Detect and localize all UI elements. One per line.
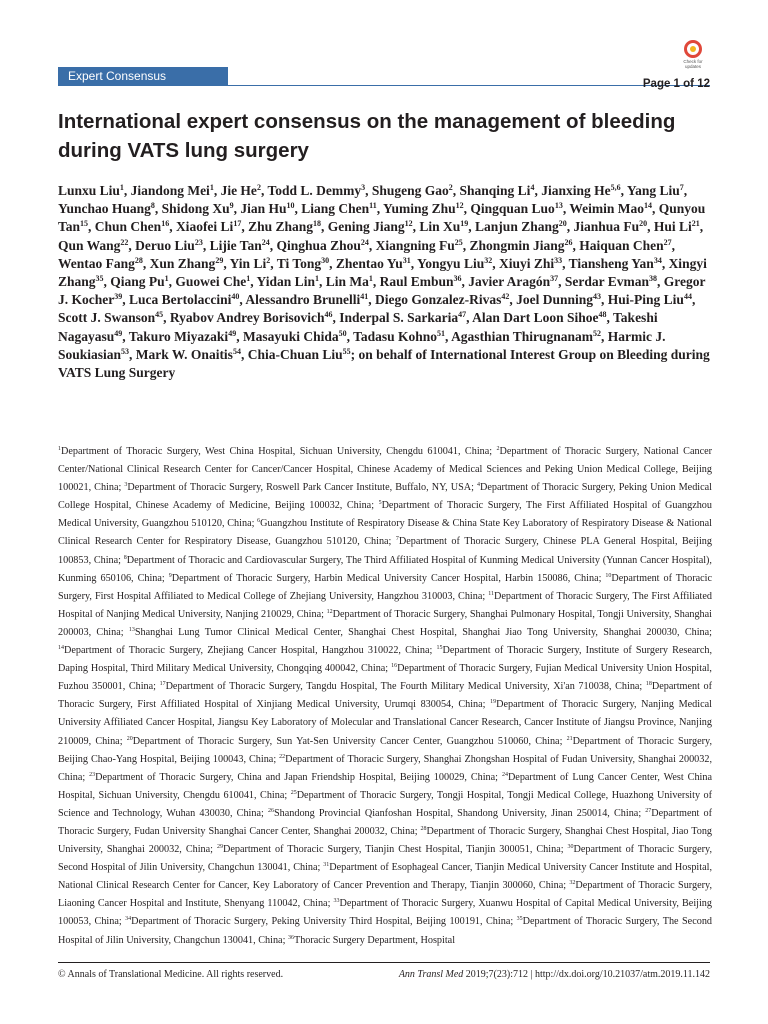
author-name: Joel Dunning$^{43}$ (516, 292, 602, 308)
author-affiliation-mark: 21 (691, 219, 700, 229)
author-affiliation-mark: 13 (554, 201, 563, 211)
author-name: Javier Aragón$^{37}$ (468, 274, 559, 290)
author-name: Ti Tong$^{30}$ (276, 255, 330, 271)
affiliation-item: $^{22}$Department of Thoracic Surgery, Shanghai Zhongshan Hospital of Fudan University, Shanghai 200032, China; (58, 753, 712, 783)
author-affiliation-mark: 49 (228, 328, 237, 338)
author-affiliation-mark: 1 (314, 274, 319, 284)
author-name: Chun Chen$^{16}$ (94, 219, 170, 235)
author-affiliation-mark: 2 (448, 183, 453, 192)
author-affiliation-mark: 23 (194, 237, 203, 247)
author-name: Todd L. Demmy$^3$ (267, 183, 366, 198)
affiliation-item: $^2$Department of Thoracic Surgery, National Cancer Center/National Clinical Research Center for Cancer/Cancer Hospital, Chinese Academy of Medical Sciences and Peking Union Medical College, Beijing 100021, China; (58, 446, 713, 494)
author-group-note: ; on behalf of International Interest Group on Bleeding during VATS Lung Surgery (58, 346, 710, 381)
author-name: Jian Hu$^{10}$ (240, 201, 295, 217)
affiliation-item: $^{23}$Department of Thoracic Surgery, China and Japan Friendship Hospital, Beijing 100029, China; (89, 771, 502, 783)
author-name: Yang Liu$^7$ (626, 183, 684, 198)
affiliation-item: $^{12}$Department of Thoracic Surgery, Shanghai Pulmonary Hospital, Tongji University, Shanghai 200003, China; (58, 608, 713, 638)
author-affiliation-mark: 22 (120, 237, 129, 247)
author-name: Lunxu Liu$^1$ (58, 183, 124, 198)
affiliation-item: $^{32}$Department of Thoracic Surgery, Liaoning Cancer Hospital and Institute, Shenyang 110042, China; (58, 880, 712, 910)
author-name: Harmic J. Soukiasian$^{53}$ (58, 328, 666, 362)
author-name: Chia-Chuan Liu$^{55}$ (247, 346, 351, 362)
author-affiliation-mark: 19 (460, 219, 469, 229)
author-name: Shugeng Gao$^2$ (371, 183, 453, 198)
author-affiliation-mark: 35 (95, 274, 104, 284)
author-affiliation-mark: 25 (454, 237, 463, 247)
affiliation-item: $^{14}$Department of Thoracic Surgery, Zhejiang Cancer Hospital, Hangzhou 310022, China; (58, 645, 437, 657)
affiliation-item: $^{24}$Department of Lung Cancer Center, West China Hospital, Sichuan University, Chengdu 610041, China; (58, 771, 712, 801)
author-affiliation-mark: 12 (404, 219, 413, 229)
affiliation-item: $^{28}$Department of Thoracic Surgery, Shanghai Chest Hospital, Jiao Tong University, Shanghai 200032, China; (58, 825, 713, 856)
author-name: Qiang Pu$^1$ (110, 274, 169, 290)
affiliation-item: $^{25}$Department of Thoracic Surgery, Tongji Hospital, Tongji Medical College, Huazhong University of Science and Technology, Wuhan 430030, China; (58, 789, 713, 819)
footer-copyright: © Annals of Translational Medicine. All rights reserved. (58, 969, 284, 980)
author-name: Scott J. Swanson$^{45}$ (58, 310, 164, 326)
author-name: Luca Bertolaccini$^{40}$ (129, 292, 240, 308)
author-affiliation-mark: 5,6 (610, 183, 621, 192)
author-name: Tiansheng Yan$^{34}$ (568, 255, 662, 271)
author-affiliation-mark: 24 (261, 237, 270, 247)
affiliation-item: $^{11}$Department of Thoracic Surgery, The First Affiliated Hospital of Nanjing Medical University, Nanjing 210029, China; (58, 590, 713, 620)
author-name: Qun Wang$^{22}$ (58, 237, 129, 253)
author-name: Lin Ma$^1$ (325, 274, 373, 290)
footer-rule (58, 962, 710, 963)
author-affiliation-mark: 37 (550, 274, 559, 284)
author-list: Lunxu Liu$^1$, Jiandong Mei$^1$, Jie He$^2$, Todd L. Demmy$^3$, Shugeng Gao$^2$, Shanqing Li$^4$, Jianxing He$^{5,6}$, Yang Liu$^7$, Yunchao Huang$^8$, Shidong Xu$^9$, Jian Hu$^{10}$, Liang Chen$^{11}$, Yuming Zhu$^{12}$, Qingquan Luo$^{13}$, Weimin Mao$^{14}$, Qunyou Tan$^{15}$, Chun Chen$^{16}$, Xiaofei Li$^{17}$, Zhu Zhang$^{18}$, Gening Jiang$^{12}$, Lin Xu$^{19}$, Lanjun Zhang$^{20}$, Jianhua Fu$^{20}$, Hui Li$^{21}$, Qun Wang$^{22}$, Deruo Liu$^{23}$, Lijie Tan$^{24}$, Qinghua Zhou$^{24}$, Xiangning Fu$^{25}$, Zhongmin Jiang$^{26}$, Haiquan Chen$^{27}$, Wentao Fang$^{28}$, Xun Zhang$^{29}$, Yin Li$^2$, Ti Tong$^{30}$, Zhentao Yu$^{31}$, Yongyu Liu$^{32}$, Xiuyi Zhi$^{33}$, Tiansheng Yan$^{34}$, Xingyi Zhang$^{35}$, Qiang Pu$^1$, Guowei Che$^1$, Yidan Lin$^1$, Lin Ma$^1$, Raul Embun$^{36}$, Javier Aragón$^{37}$, Serdar Evman$^{38}$, Gregor J. Kocher$^{39}$, Luca Bertolaccini$^{40}$, Alessandro Brunelli$^{41}$, Diego Gonzalez-Rivas$^{42}$, Joel Dunning$^{43}$, Hui-Ping Liu$^{44}$, Scott J. Swanson$^{45}$, Ryabov Andrey Borisovich$^{46}$, Inderpal S. Sarkaria$^{47}$, Alan Dart Loon Sihoe$^{48}$, Takeshi Nagayasu$^{49}$, Takuro Miyazaki$^{49}$, Masayuki Chida$^{50}$, Tadasu Kohno$^{51}$, Agasthian Thirugnanam$^{52}$, Harmic J. Soukiasian$^{53}$, Mark W. Onaitis$^{54}$, Chia-Chuan Liu$^{55}$; on behalf of International Interest Group on Bleeding during VATS Lung Surgery (58, 183, 710, 381)
affiliation-item: $^{16}$Department of Thoracic Surgery, Fujian Medical University Union Hospital, Fuzhou 350001, China; (58, 663, 712, 693)
author-name: Liang Chen$^{11}$ (301, 201, 377, 217)
author-name: Yongyu Liu$^{32}$ (417, 255, 493, 271)
affiliation-item: $^{15}$Department of Thoracic Surgery, Institute of Surgery Research, Daping Hospital, Third Military Medical University, Chongqing 400042, China; (58, 645, 712, 675)
author-affiliation-mark: 4 (530, 183, 535, 192)
author-affiliation-mark: 1 (119, 183, 124, 192)
affiliation-item: $^9$Department of Thoracic Surgery, Harbin Medical University Cancer Hospital, Harbin 150086, China; (168, 572, 606, 584)
author-affiliation-mark: 50 (338, 328, 347, 338)
affiliation-item: $^{21}$Department of Thoracic Surgery, Beijing Chao-Yang Hospital, Beijing 100043, China; (58, 735, 712, 765)
author-name: Yidan Lin$^1$ (256, 274, 319, 290)
author-affiliation-mark: 30 (321, 255, 330, 265)
affiliation-item: $^{33}$Department of Thoracic Surgery, Xuanwu Hospital of Capital Medical University, Beijing 100053, China; (58, 898, 712, 928)
author-affiliation-mark: 12 (455, 201, 464, 211)
author-affiliation-mark: 31 (402, 255, 411, 265)
author-affiliation-mark: 33 (554, 255, 563, 265)
author-name: Qingquan Luo$^{13}$ (470, 201, 563, 217)
author-affiliation-mark: 1 (164, 274, 169, 284)
author-affiliation-mark: 51 (437, 328, 446, 338)
author-name: Xingyi Zhang$^{35}$ (58, 255, 707, 290)
author-name: Yuming Zhu$^{12}$ (382, 201, 464, 217)
author-name: Zhu Zhang$^{18}$ (248, 219, 321, 235)
author-name: Xun Zhang$^{29}$ (149, 255, 224, 271)
author-affiliation-mark: 55 (342, 346, 351, 356)
crossmark-icon (684, 40, 702, 58)
affiliation-item: $^4$Department of Thoracic Surgery, Peking Union Medical College Hospital, Chinese Academy of Medicine, Beijing 100032, China; (58, 482, 712, 512)
author-name: Shanqing Li$^4$ (459, 183, 535, 198)
affiliation-item: $^5$Department of Thoracic Surgery, The First Affiliated Hospital of Guangzhou Medical University, Guangzhou 510120, China; (58, 500, 712, 530)
author-name: Guowei Che$^1$ (175, 274, 251, 290)
author-affiliation-mark: 20 (558, 219, 567, 229)
affiliation-item: $^{31}$Department of Esophageal Cancer, Tianjin Medical University Cancer Institute and Hospital, National Clinical Research Center for Cancer, Key Laboratory of Cancer Prevention and Therapy, Tianjin 300060, China; (58, 862, 712, 892)
author-affiliation-mark: 49 (114, 328, 123, 338)
author-affiliation-mark: 10 (286, 201, 295, 211)
author-name: Agasthian Thirugnanam$^{52}$ (451, 328, 601, 344)
journal-name: Ann Transl Med (398, 969, 464, 980)
author-name: Hui Li$^{21}$ (653, 219, 700, 235)
author-affiliation-mark: 1 (368, 274, 373, 284)
author-name: Qinghua Zhou$^{24}$ (276, 237, 369, 253)
author-affiliation-mark: 17 (233, 219, 242, 229)
author-name: Hui-Ping Liu$^{44}$ (607, 292, 692, 308)
author-affiliation-mark: 28 (134, 255, 143, 265)
affiliation-item: $^7$Department of Thoracic Surgery, Chinese PLA General Hospital, Beijing 100853, China; (58, 536, 712, 566)
author-affiliation-mark: 26 (564, 237, 573, 247)
author-affiliation-mark: 1 (246, 274, 251, 284)
author-name: Raul Embun$^{36}$ (379, 274, 462, 290)
author-name: Yin Li$^2$ (229, 255, 271, 271)
author-name: Qunyou Tan$^{15}$ (58, 201, 706, 235)
author-affiliation-mark: 27 (663, 237, 672, 247)
author-affiliation-mark: 15 (80, 219, 89, 229)
affiliation-item: $^8$Department of Thoracic and Cardiovascular Surgery, The Third Affiliated Hospital of Kunming Medical University (Yunnan Cancer Hospital), Kunming 650106, China; (58, 554, 712, 584)
author-affiliation-mark: 52 (592, 328, 601, 338)
author-name: Wentao Fang$^{28}$ (58, 255, 143, 271)
author-name: Lijie Tan$^{24}$ (209, 237, 270, 253)
footer-citation (399, 969, 710, 980)
affiliation-list (58, 443, 712, 950)
affiliation-item: $^{26}$Shandong Provincial Qianfoshan Hospital, Shandong University, Jinan 250014, China; (267, 807, 646, 819)
author-name: Takeshi Nagayasu$^{49}$ (58, 310, 658, 344)
author-name: Ryabov Andrey Borisovich$^{46}$ (169, 310, 333, 326)
author-name: Jianhua Fu$^{20}$ (573, 219, 648, 235)
author-affiliation-mark: 45 (155, 310, 164, 320)
author-name: Masayuki Chida$^{50}$ (242, 328, 347, 344)
author-affiliation-mark: 40 (231, 292, 240, 302)
affiliation-item: $^{34}$Department of Thoracic Surgery, Peking University Third Hospital, Beijing 100191, China; (125, 916, 517, 928)
article-title: International expert consensus on the management of bleeding during VATS lung surgery (58, 110, 676, 162)
crossmark-logo[interactable] (679, 40, 707, 70)
author-affiliation-mark: 53 (121, 346, 130, 356)
author-name: Mark W. Onaitis$^{54}$ (135, 346, 241, 362)
author-affiliation-mark: 39 (114, 292, 123, 302)
author-name: Weimin Mao$^{14}$ (569, 201, 652, 217)
author-name: Xiaofei Li$^{17}$ (175, 219, 242, 235)
affiliation-item: $^{10}$Department of Thoracic Surgery, First Hospital Affiliated to Medical College of Zhejiang University, Hangzhou 310003, China; (58, 572, 713, 602)
author-affiliation-mark: 44 (683, 292, 692, 302)
section-badge: Expert Consensus (58, 67, 228, 85)
author-name: Xiuyi Zhi$^{33}$ (498, 255, 563, 271)
author-name: Jianxing He$^{5,6}$ (541, 183, 621, 198)
author-affiliation-mark: 36 (453, 274, 462, 284)
author-affiliation-mark: 2 (266, 255, 271, 265)
author-name: Serdar Evman$^{38}$ (564, 274, 658, 290)
author-name: Deruo Liu$^{23}$ (135, 237, 203, 253)
affiliation-item: $^1$Department of Thoracic Surgery, West China Hospital, Sichuan University, Chengdu 610041, China; (58, 446, 497, 457)
author-name: Inderpal S. Sarkaria$^{47}$ (339, 310, 467, 326)
author-name: Haiquan Chen$^{27}$ (579, 237, 672, 253)
author-affiliation-mark: 34 (653, 255, 662, 265)
author-affiliation-mark: 1 (209, 183, 214, 192)
affiliation-item: $^{36}$Thoracic Surgery Department, Hospital (287, 934, 456, 946)
affiliation-item: $^{30}$Department of Thoracic Surgery, Second Hospital of Jilin University, Changchun 130041, China; (58, 844, 712, 874)
author-name: Alan Dart Loon Sihoe$^{48}$ (472, 310, 607, 326)
crossmark-label: Check for updates (683, 59, 703, 69)
author-affiliation-mark: 41 (360, 292, 369, 302)
affiliation-item: $^{27}$Department of Thoracic Surgery, Fudan University Shanghai Cancer Center, Shanghai 200032, China; (58, 807, 713, 837)
author-affiliation-mark: 38 (649, 274, 658, 284)
author-affiliation-mark: 14 (643, 201, 652, 211)
author-affiliation-mark: 2 (256, 183, 261, 192)
affiliation-item: $^{35}$Department of Thoracic Surgery, The Second Hospital of Jilin University, Changchun 130041, China; (58, 916, 713, 946)
author-name: Takuro Miyazaki$^{49}$ (128, 328, 237, 344)
author-affiliation-mark: 32 (484, 255, 493, 265)
author-affiliation-mark: 48 (598, 310, 607, 320)
author-name: Gregor J. Kocher$^{39}$ (58, 274, 706, 308)
affiliation-item: $^{13}$Shanghai Lung Tumor Clinical Medical Center, Shanghai Chest Hospital, Shanghai Jiao Tong University, Shanghai 200030, China; (128, 626, 713, 638)
author-name: Zhongmin Jiang$^{26}$ (469, 237, 573, 253)
author-name: Alessandro Brunelli$^{41}$ (245, 292, 369, 308)
author-affiliation-mark: 7 (679, 183, 684, 192)
author-affiliation-mark: 46 (324, 310, 333, 320)
author-name: Yunchao Huang$^8$ (58, 201, 155, 217)
author-name: Xiangning Fu$^{25}$ (375, 237, 463, 253)
author-affiliation-mark: 18 (312, 219, 321, 229)
affiliation-item: $^{19}$Department of Thoracic Surgery, Nanjing Medical University Affiliated Cancer Hospital, Jiangsu Key Laboratory of Molecular and Translational Cancer Research, Cancer Institute of Jiangsu Province, Nanjing 210009, China; (58, 699, 712, 747)
affiliation-item: $^{18}$Department of Thoracic Surgery, First Affiliated Hospital of Xinjiang Medical University, Urumqi 830054, China; (58, 681, 712, 711)
author-affiliation-mark: 16 (161, 219, 170, 229)
author-affiliation-mark: 24 (360, 237, 369, 247)
author-affiliation-mark: 42 (501, 292, 510, 302)
affiliation-item: $^3$Department of Thoracic Surgery, Roswell Park Cancer Institute, Buffalo, NY, USA; (124, 482, 477, 494)
affiliation-item: $^{17}$Department of Thoracic Surgery, Tangdu Hospital, The Fourth Military Medical University, Xi'an 710038, China; (159, 681, 646, 693)
affiliation-item: $^6$Guangzhou Institute of Respiratory Disease & China State Key Laboratory of Respiratory Disease & National Clinical Research Center for Respiratory Disease, Guangzhou 510120, China; (58, 518, 713, 548)
affiliation-item: $^{20}$Department of Thoracic Surgery, Sun Yat-Sen University Cancer Center, Guangzhou 510060, China; (126, 735, 567, 747)
author-affiliation-mark: 54 (232, 346, 241, 356)
author-name: Tadasu Kohno$^{51}$ (353, 328, 446, 344)
author-name: Gening Jiang$^{12}$ (327, 219, 413, 235)
author-name: Shidong Xu$^9$ (161, 201, 234, 217)
page-number: Page 1 of 12 (642, 78, 710, 90)
header-rule (58, 85, 710, 86)
affiliation-item: $^{29}$Department of Thoracic Surgery, Tianjin Chest Hospital, Tianjin 300051, China; (216, 844, 568, 856)
author-affiliation-mark: 43 (593, 292, 602, 302)
author-name: Lanjun Zhang$^{20}$ (475, 219, 567, 235)
author-affiliation-mark: 8 (150, 201, 155, 211)
author-affiliation-mark: 9 (229, 201, 234, 211)
author-affiliation-mark: 29 (215, 255, 224, 265)
author-affiliation-mark: 11 (369, 201, 377, 211)
author-name: Lin Xu$^{19}$ (419, 219, 469, 235)
author-name: Zhentao Yu$^{31}$ (335, 255, 411, 271)
author-affiliation-mark: 47 (458, 310, 467, 320)
author-name: Jiandong Mei$^1$ (130, 183, 214, 198)
citation-doi: 2019;7(23):712 | http://dx.doi.org/10.21037/atm.2019.11.142 (463, 969, 710, 980)
author-affiliation-mark: 3 (361, 183, 366, 192)
author-name: Jie He$^2$ (220, 183, 261, 198)
author-affiliation-mark: 20 (639, 219, 648, 229)
author-name: Diego Gonzalez-Rivas$^{42}$ (375, 292, 510, 308)
